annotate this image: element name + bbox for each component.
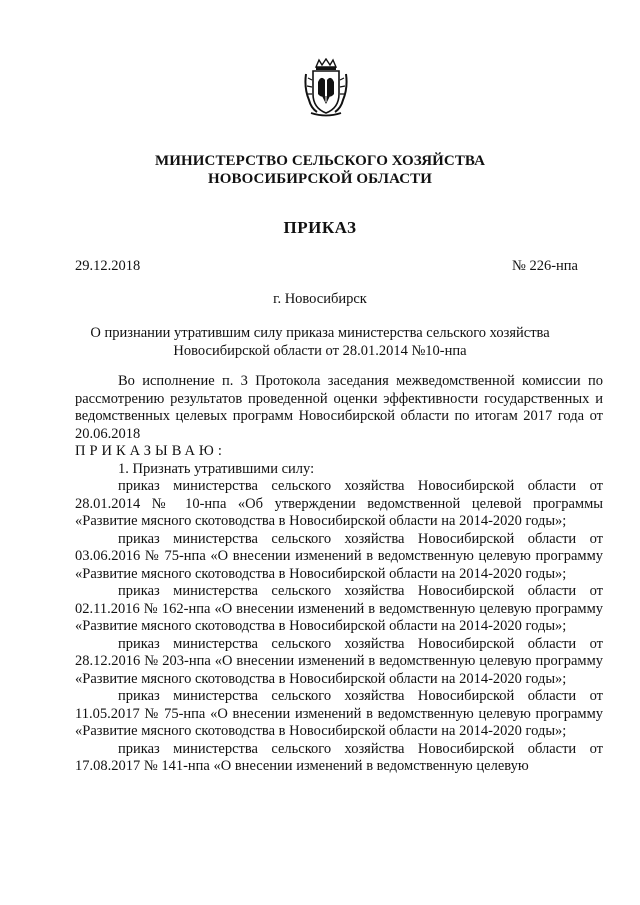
subject-line1: О признании утратившим силу приказа министерства сельского хозяйства [90, 325, 550, 341]
repealed-order-paragraph: приказ министерства сельского хозяйства Новосибирской области от 02.11.2016 № 162-нпа «О внесении изменений в ведомственную целевую программу «Развитие мясного скотоводства в Новосибирской области на 2014-2020 годы»; [75, 583, 603, 634]
repealed-order-paragraph: приказ министерства сельского хозяйства Новосибирской области от 11.05.2017 № 75-нпа «О внесении изменений в ведомственную целевую программу «Развитие мясного скотоводства в Новосибирской области на 2014-2020 годы»; [75, 688, 603, 739]
coat-of-arms-icon [303, 58, 349, 118]
ministry-name-line2: НОВОСИБИРСКОЙ ОБЛАСТИ [207, 171, 433, 187]
repealed-order-paragraph: приказ министерства сельского хозяйства Новосибирской области от 28.12.2016 № 203-нпа «О внесении изменений в ведомственную целевую программу «Развитие мясного скотоводства в Новосибирской области на 2014-2020 годы»; [75, 635, 603, 687]
subject-line2: Новосибирской области от 28.01.2014 №10-нпа [173, 343, 467, 359]
repealed-order-paragraph: приказ министерства сельского хозяйства Новосибирской области от 28.01.2014 № 10-нпа «Об утверждении ведомственной целевой программы «Развитие мясного скотоводства в Новосибирской области на 2014-2020 годы»; [75, 478, 603, 529]
order-word: ПРИКАЗЫВАЮ: [75, 443, 226, 459]
document-type-title: ПРИКАЗ [283, 218, 357, 237]
preamble-paragraph: Во исполнение п. 3 Протокола заседания межведомственной комиссии по рассмотрению результатов проведенной оценки эффективности государственных и ведомственных целевых программ Новосибирской области по итогам 2017 года от 20.06.2018 [75, 373, 603, 442]
document-city: г. Новосибирск [273, 291, 367, 307]
repealed-order-paragraph: приказ министерства сельского хозяйства Новосибирской области от 03.06.2016 № 75-нпа «О внесении изменений в ведомственную целевую программу «Развитие мясного скотоводства в Новосибирской области на 2014-2020 годы»; [75, 530, 603, 582]
document-number: № 226-нпа [512, 258, 578, 274]
ministry-name [0, 152, 640, 188]
document-subject [0, 324, 640, 360]
item-1-heading: 1. Признать утратившими силу: [118, 460, 315, 477]
repealed-order-paragraph: приказ министерства сельского хозяйства Новосибирской области от 17.08.2017 № 141-нпа «О внесении изменений в ведомственную целевую [75, 740, 603, 774]
document-date: 29.12.2018 [75, 258, 141, 274]
document-body [75, 373, 603, 776]
ministry-name-line1: МИНИСТЕРСТВО СЕЛЬСКОГО ХОЗЯЙСТВА [154, 153, 486, 169]
